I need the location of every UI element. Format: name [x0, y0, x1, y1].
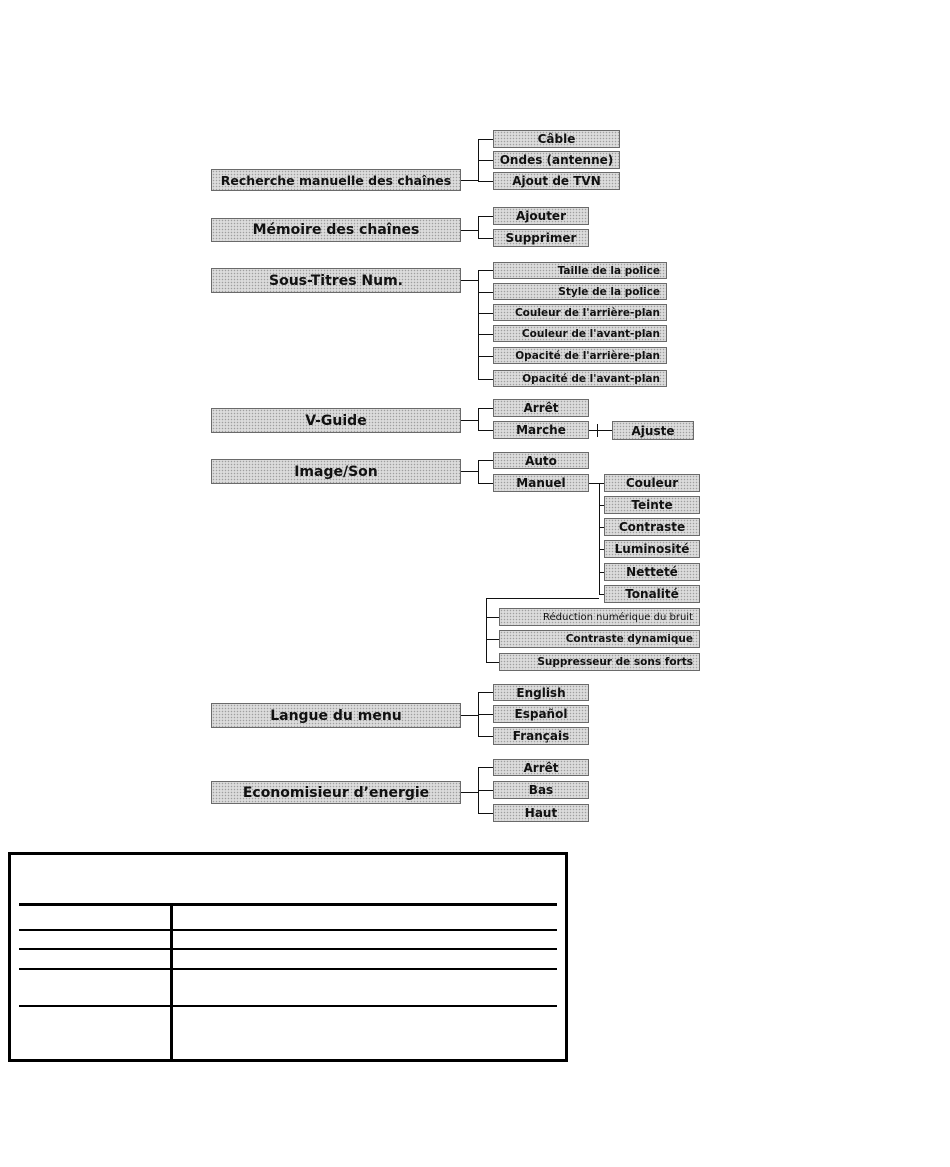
connector [486, 598, 487, 663]
option-bas: Bas [493, 781, 589, 799]
connector [478, 790, 493, 791]
connector [589, 430, 597, 431]
option-contraste-dynamique: Contraste dynamique [499, 630, 700, 648]
menu-memoire-chaines: Mémoire des chaînes [211, 218, 461, 242]
connector [597, 430, 612, 431]
option-couleur-avant-plan: Couleur de l'avant-plan [493, 325, 667, 342]
option-ajuste: Ajuste [612, 421, 694, 440]
option-teinte: Teinte [604, 496, 700, 514]
option-espanol: Español [493, 705, 589, 723]
connector [461, 180, 478, 181]
menu-v-guide: V-Guide [211, 408, 461, 433]
connector [461, 792, 478, 793]
connector [478, 408, 479, 431]
option-manuel: Manuel [493, 474, 589, 492]
connector [478, 181, 493, 182]
option-ondes-antenne: Ondes (antenne) [493, 151, 620, 169]
connector [478, 767, 493, 768]
table-row-rule [19, 929, 557, 931]
connector [478, 292, 493, 293]
connector [478, 139, 493, 140]
connector [478, 270, 493, 271]
connector [478, 216, 479, 239]
connector [478, 408, 493, 409]
connector [486, 639, 499, 640]
option-taille-police: Taille de la police [493, 262, 667, 279]
option-tonalite: Tonalité [604, 585, 700, 603]
menu-recherche-manuelle: Recherche manuelle des chaînes [211, 169, 461, 191]
option-style-police: Style de la police [493, 283, 667, 300]
connector [478, 216, 493, 217]
option-marche: Marche [493, 421, 589, 439]
connector [478, 270, 479, 380]
connector [478, 313, 493, 314]
connector [461, 230, 478, 231]
connector [478, 460, 479, 484]
connector [478, 692, 493, 693]
option-supprimer: Supprimer [493, 229, 589, 247]
option-suppresseur-sons-forts: Suppresseur de sons forts [499, 653, 700, 671]
connector [478, 736, 493, 737]
connector [599, 483, 600, 595]
empty-table [8, 852, 568, 1062]
connector [461, 420, 478, 421]
option-english: English [493, 684, 589, 701]
connector [478, 379, 493, 380]
connector [461, 715, 478, 716]
connector [461, 280, 478, 281]
connector [478, 356, 493, 357]
option-couleur: Couleur [604, 474, 700, 492]
option-luminosite: Luminosité [604, 540, 700, 558]
connector [478, 430, 493, 431]
option-opacite-avant-plan: Opacité de l'avant-plan [493, 370, 667, 387]
connector [486, 662, 499, 663]
option-auto: Auto [493, 452, 589, 469]
connector [461, 471, 478, 472]
connector [478, 483, 493, 484]
connector [478, 460, 493, 461]
connector [478, 160, 493, 161]
connector [589, 483, 599, 484]
connector [478, 813, 493, 814]
option-ajout-tvn: Ajout de TVN [493, 172, 620, 190]
connector [486, 617, 499, 618]
menu-economiseur-energie: Economisieur d’energie [211, 781, 461, 804]
connector [478, 714, 493, 715]
table-row-rule [19, 948, 557, 950]
menu-langue: Langue du menu [211, 703, 461, 728]
menu-sous-titres-num: Sous-Titres Num. [211, 268, 461, 293]
option-nettete: Netteté [604, 563, 700, 581]
connector [478, 238, 493, 239]
connector [478, 334, 493, 335]
table-header-rule [19, 903, 557, 906]
connector [486, 598, 599, 599]
option-couleur-arriere-plan: Couleur de l'arrière-plan [493, 304, 667, 321]
option-arret: Arrêt [493, 399, 589, 417]
option-arret-eco: Arrêt [493, 759, 589, 776]
table-row-rule [19, 1005, 557, 1007]
option-opacite-arriere-plan: Opacité de l'arrière-plan [493, 347, 667, 364]
table-row-rule [19, 968, 557, 970]
option-cable: Câble [493, 130, 620, 148]
option-ajouter: Ajouter [493, 207, 589, 225]
option-reduction-bruit: Réduction numérique du bruit [499, 608, 700, 626]
option-contraste: Contraste [604, 518, 700, 536]
option-francais: Français [493, 727, 589, 745]
option-haut: Haut [493, 804, 589, 822]
menu-image-son: Image/Son [211, 459, 461, 484]
